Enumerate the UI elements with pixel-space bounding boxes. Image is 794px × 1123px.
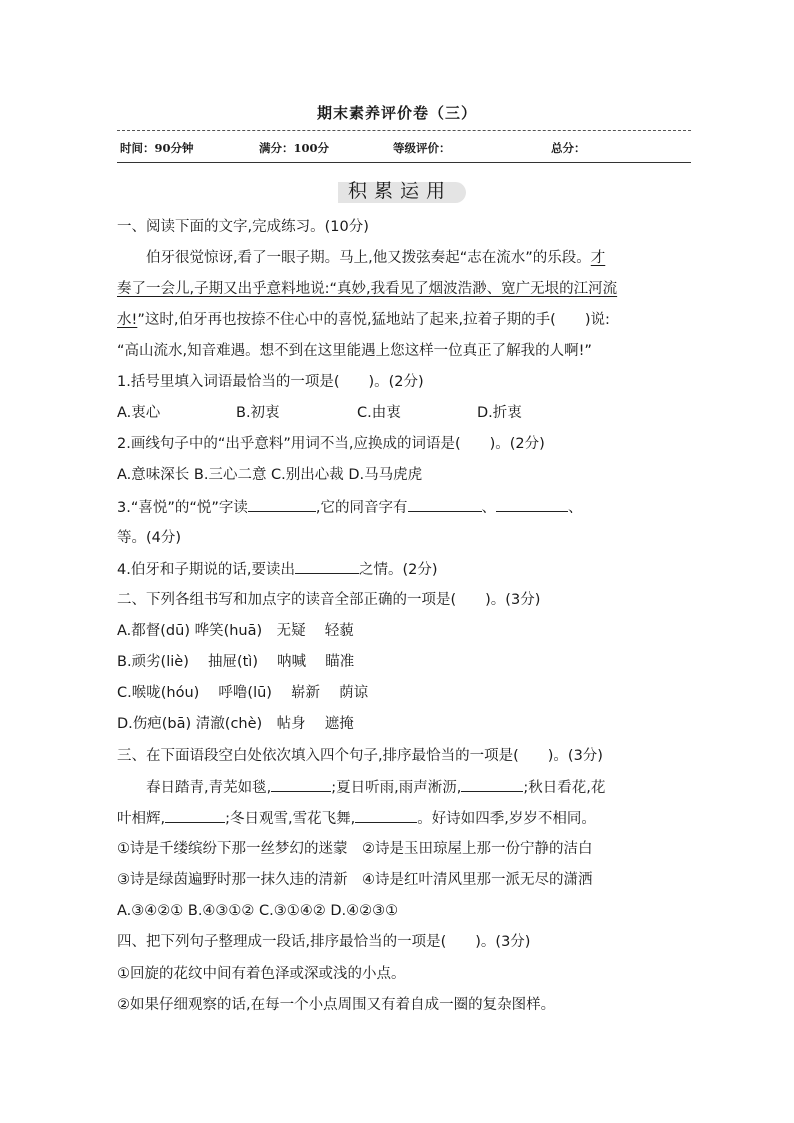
sub3-text: 、	[568, 500, 583, 516]
underlined-text: 才	[590, 250, 606, 266]
sub3-text: 3.“喜悦”的“悦”字读	[117, 500, 248, 516]
q3-text: ;夏日听雨,雨声淅沥,	[331, 780, 462, 796]
q2-option-b[interactable]: B.顽劣(liè) 抽屉(tì) 呐喊 瞄准	[117, 654, 355, 670]
q3-sentences-2: ③诗是绿茵遍野时那一抹久违的清新 ④诗是红叶清风里那一派无尽的潇洒	[117, 872, 593, 888]
q1-heading: 一、阅读下面的文字,完成练习。(10分)	[117, 219, 369, 235]
sub4-text: 4.伯牙和子期说的话,要读出	[117, 562, 295, 578]
sub3-text: ,它的同音字有	[315, 500, 408, 516]
answer-blank[interactable]	[248, 497, 316, 512]
q1-sub4	[117, 559, 691, 580]
total-score-label: 总分：	[551, 141, 586, 155]
q1-sub3	[117, 497, 691, 518]
underlined-text: 奏了一会儿,子期又出乎意料地说:“真妙,我看见了烟波浩渺、宽广无垠的江河流	[117, 281, 618, 297]
q3-text: 春日踏青,青芜如毯,	[146, 780, 272, 796]
passage-text: ”这时,伯牙再也按捺不住心中的喜悦,猛地站了起来,拉着子期的手( )说:	[137, 312, 610, 328]
q1-sub1-stem: 1.括号里填入词语最恰当的一项是( )。(2分)	[117, 374, 424, 390]
full-score-label: 满分：100分	[259, 141, 330, 155]
q4-sentence-2: ②如果仔细观察的话,在每一个小点周围又有着自成一圈的复杂图样。	[117, 997, 556, 1013]
exam-info-bar	[117, 140, 691, 158]
q4-heading: 四、把下列句子整理成一段话,排序最恰当的一项是( )。(3分)	[117, 934, 531, 950]
q3-options: A.③④②① B.④③①② C.③①④② D.④②③①	[117, 903, 399, 919]
answer-blank[interactable]	[355, 808, 417, 823]
grade-label: 等级评价：	[393, 141, 451, 155]
q1-passage-line-4: “高山流水,知音难遇。想不到在这里能遇上您这样一位真正了解我的人啊!”	[117, 343, 592, 359]
q3-text: 。好诗如四季,岁岁不相同。	[417, 811, 596, 827]
dashed-divider	[117, 130, 691, 131]
answer-blank[interactable]	[408, 497, 482, 512]
option-c[interactable]: C.由衷	[357, 405, 401, 421]
q1-sub2-options: A.意味深长 B.三心二意 C.别出心裁 D.马马虎虎	[117, 467, 423, 483]
option-a[interactable]: A.衷心	[117, 405, 161, 421]
answer-blank[interactable]	[496, 497, 568, 512]
section-banner	[0, 174, 794, 202]
q1-passage-line-1	[117, 248, 720, 268]
section-title: 积累运用	[328, 174, 466, 205]
q1-passage-line-2	[117, 279, 691, 299]
answer-blank[interactable]	[271, 777, 331, 792]
answer-blank[interactable]	[295, 559, 359, 574]
q2-option-d[interactable]: D.伤疤(bā) 清澈(chè) 帖身 遮掩	[117, 716, 354, 732]
sub4-text: 之情。(2分)	[358, 562, 438, 578]
q3-text: ;秋日看花,花	[523, 780, 606, 796]
q4-sentence-1: ①回旋的花纹中间有着色泽或深或浅的小点。	[117, 966, 406, 982]
q2-option-a[interactable]: A.都督(dū) 哗笑(huā) 无疑 轻藐	[117, 623, 354, 639]
exam-title: 期末素养评价卷（三）	[316, 104, 477, 122]
option-b[interactable]: B.初衷	[236, 405, 280, 421]
passage-text: 伯牙很觉惊讶,看了一眼子期。马上,他又拨弦奏起“志在流水”的乐段。	[146, 250, 591, 266]
q3-sentences-1: ①诗是千缕缤纷下那一丝梦幻的迷蒙 ②诗是玉田琼屋上那一份宁静的洁白	[117, 841, 593, 857]
sub3-text: 、	[481, 500, 496, 516]
q1-passage-line-3	[117, 310, 691, 330]
q1-sub3-cont: 等。(4分)	[117, 530, 182, 546]
q2-heading: 二、下列各组书写和加点字的读音全部正确的一项是( )。(3分)	[117, 592, 541, 608]
time-label: 时间：90分钟	[120, 141, 194, 155]
q1-sub2-stem: 2.画线句子中的“出乎意料”用词不当,应换成的词语是( )。(2分)	[117, 436, 545, 452]
q3-text: 叶相辉,	[117, 811, 166, 827]
q3-text: ;冬日观雪,雪花飞舞,	[225, 811, 356, 827]
answer-blank[interactable]	[165, 808, 225, 823]
underlined-text: 水!	[117, 312, 138, 328]
q3-passage-line-2	[117, 808, 691, 829]
q3-passage-line-1	[117, 777, 720, 798]
option-d[interactable]: D.折衷	[477, 405, 522, 421]
answer-blank[interactable]	[461, 777, 523, 792]
q2-option-c[interactable]: C.喉咙(hóu) 呼噜(lū) 崭新 荫谅	[117, 685, 369, 701]
q3-heading: 三、在下面语段空白处依次填入四个句子,排序最恰当的一项是( )。(3分)	[117, 748, 603, 764]
solid-divider	[117, 162, 691, 163]
